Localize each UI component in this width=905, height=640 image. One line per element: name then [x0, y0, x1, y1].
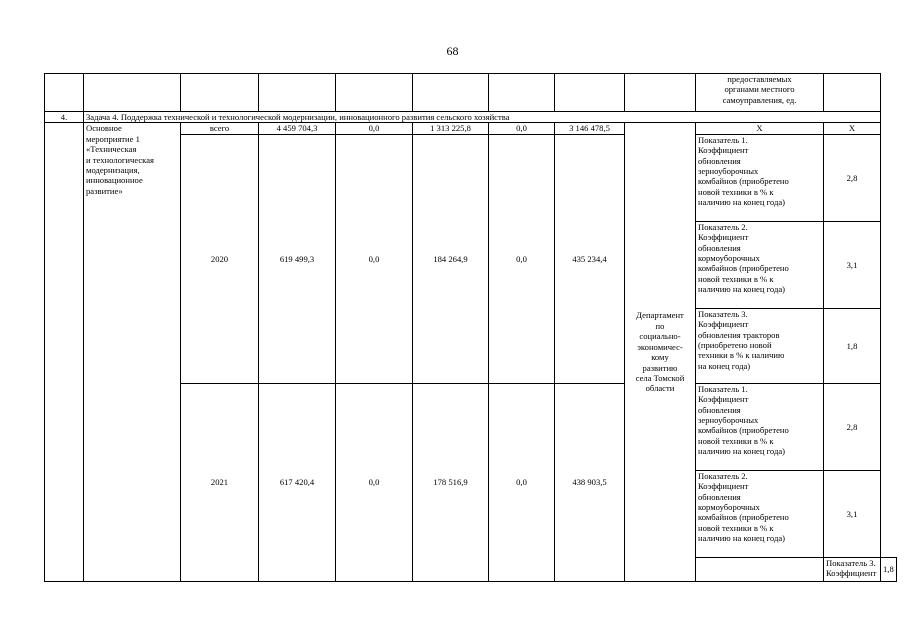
other-cell: 435 234,4 [555, 134, 625, 383]
total-cell: 617 420,4 [259, 383, 336, 581]
local-cell: 0,0 [489, 134, 555, 383]
value-cell: 1,8 [881, 557, 897, 581]
value-cell: 1,8 [824, 308, 881, 383]
empty-cell [489, 74, 555, 112]
total-row [45, 123, 897, 134]
local-cell: 0,0 [489, 383, 555, 581]
indicator-cell: Показатель 3. Коэффициент [824, 557, 881, 581]
period-cell: всего [181, 123, 259, 134]
program-table [44, 73, 897, 582]
value-cell: 3,1 [824, 470, 881, 557]
empty-cell [824, 74, 881, 112]
other-cell: 3 146 478,5 [555, 123, 625, 134]
indicator-cell: Показатель 2. Коэффициент обновления кормоуборочных комбайнов (приобретено новой техники в % к наличию на конец года) [696, 470, 824, 557]
task-title: Задача 4. Поддержка технической и технологической модернизации, инновационного развития сельского хозяйства [84, 112, 881, 123]
regional-cell: 184 264,9 [413, 134, 489, 383]
empty-number-cell [45, 123, 84, 581]
page-number: 68 [446, 44, 459, 58]
empty-cell [181, 74, 259, 112]
indicator-cell: Показатель 1. Коэффициент обновления зерноуборочных комбайнов (приобретено новой техники в % к наличию на конец года) [696, 383, 824, 470]
federal-cell: 0,0 [336, 383, 413, 581]
empty-cell [625, 74, 696, 112]
indicator-cell: Показатель 2. Коэффициент обновления кормоуборочных комбайнов (приобретено новой техники в % к наличию на конец года) [696, 221, 824, 308]
total-cell: 619 499,3 [259, 134, 336, 383]
other-cell: 438 903,5 [555, 383, 625, 581]
continuation-row [45, 74, 897, 112]
local-cell: 0,0 [489, 123, 555, 134]
empty-cell [413, 74, 489, 112]
empty-cell [45, 74, 84, 112]
empty-cell [336, 74, 413, 112]
task-number: 4. [45, 112, 84, 123]
empty-cell [259, 74, 336, 112]
task-row [45, 112, 897, 123]
period-cell: 2020 [181, 134, 259, 383]
indicator-cell: Показатель 3. Коэффициент обновления тракторов (приобретено новой техники в % к наличию на конец года) [696, 308, 824, 383]
indicator-cell: Показатель 1. Коэффициент обновления зерноуборочных комбайнов (приобретено новой техники в % к наличию на конец года) [696, 134, 824, 221]
empty-cell [84, 74, 181, 112]
measure-name: Основное мероприятие 1 «Техническая и технологическая модернизация, инновационное развитие» [84, 123, 181, 581]
indicator-text-cell: предоставляемых органами местного самоуправления, ед. [696, 74, 824, 112]
regional-cell: 178 516,9 [413, 383, 489, 581]
value-cell: 2,8 [824, 134, 881, 221]
total-cell: 4 459 704,3 [259, 123, 336, 134]
value-cell: 2,8 [824, 383, 881, 470]
value-cell: 3,1 [824, 221, 881, 308]
indicator-cell: Х [696, 123, 824, 134]
regional-cell: 1 313 225,8 [413, 123, 489, 134]
empty-cell [555, 74, 625, 112]
federal-cell: 0,0 [336, 134, 413, 383]
period-cell: 2021 [181, 383, 259, 581]
responsible-cell: Департамент по социально- экономичес- кому развитию села Томской области [625, 123, 696, 581]
federal-cell: 0,0 [336, 123, 413, 134]
value-cell: Х [824, 123, 881, 134]
empty-responsible-cell [696, 557, 824, 581]
